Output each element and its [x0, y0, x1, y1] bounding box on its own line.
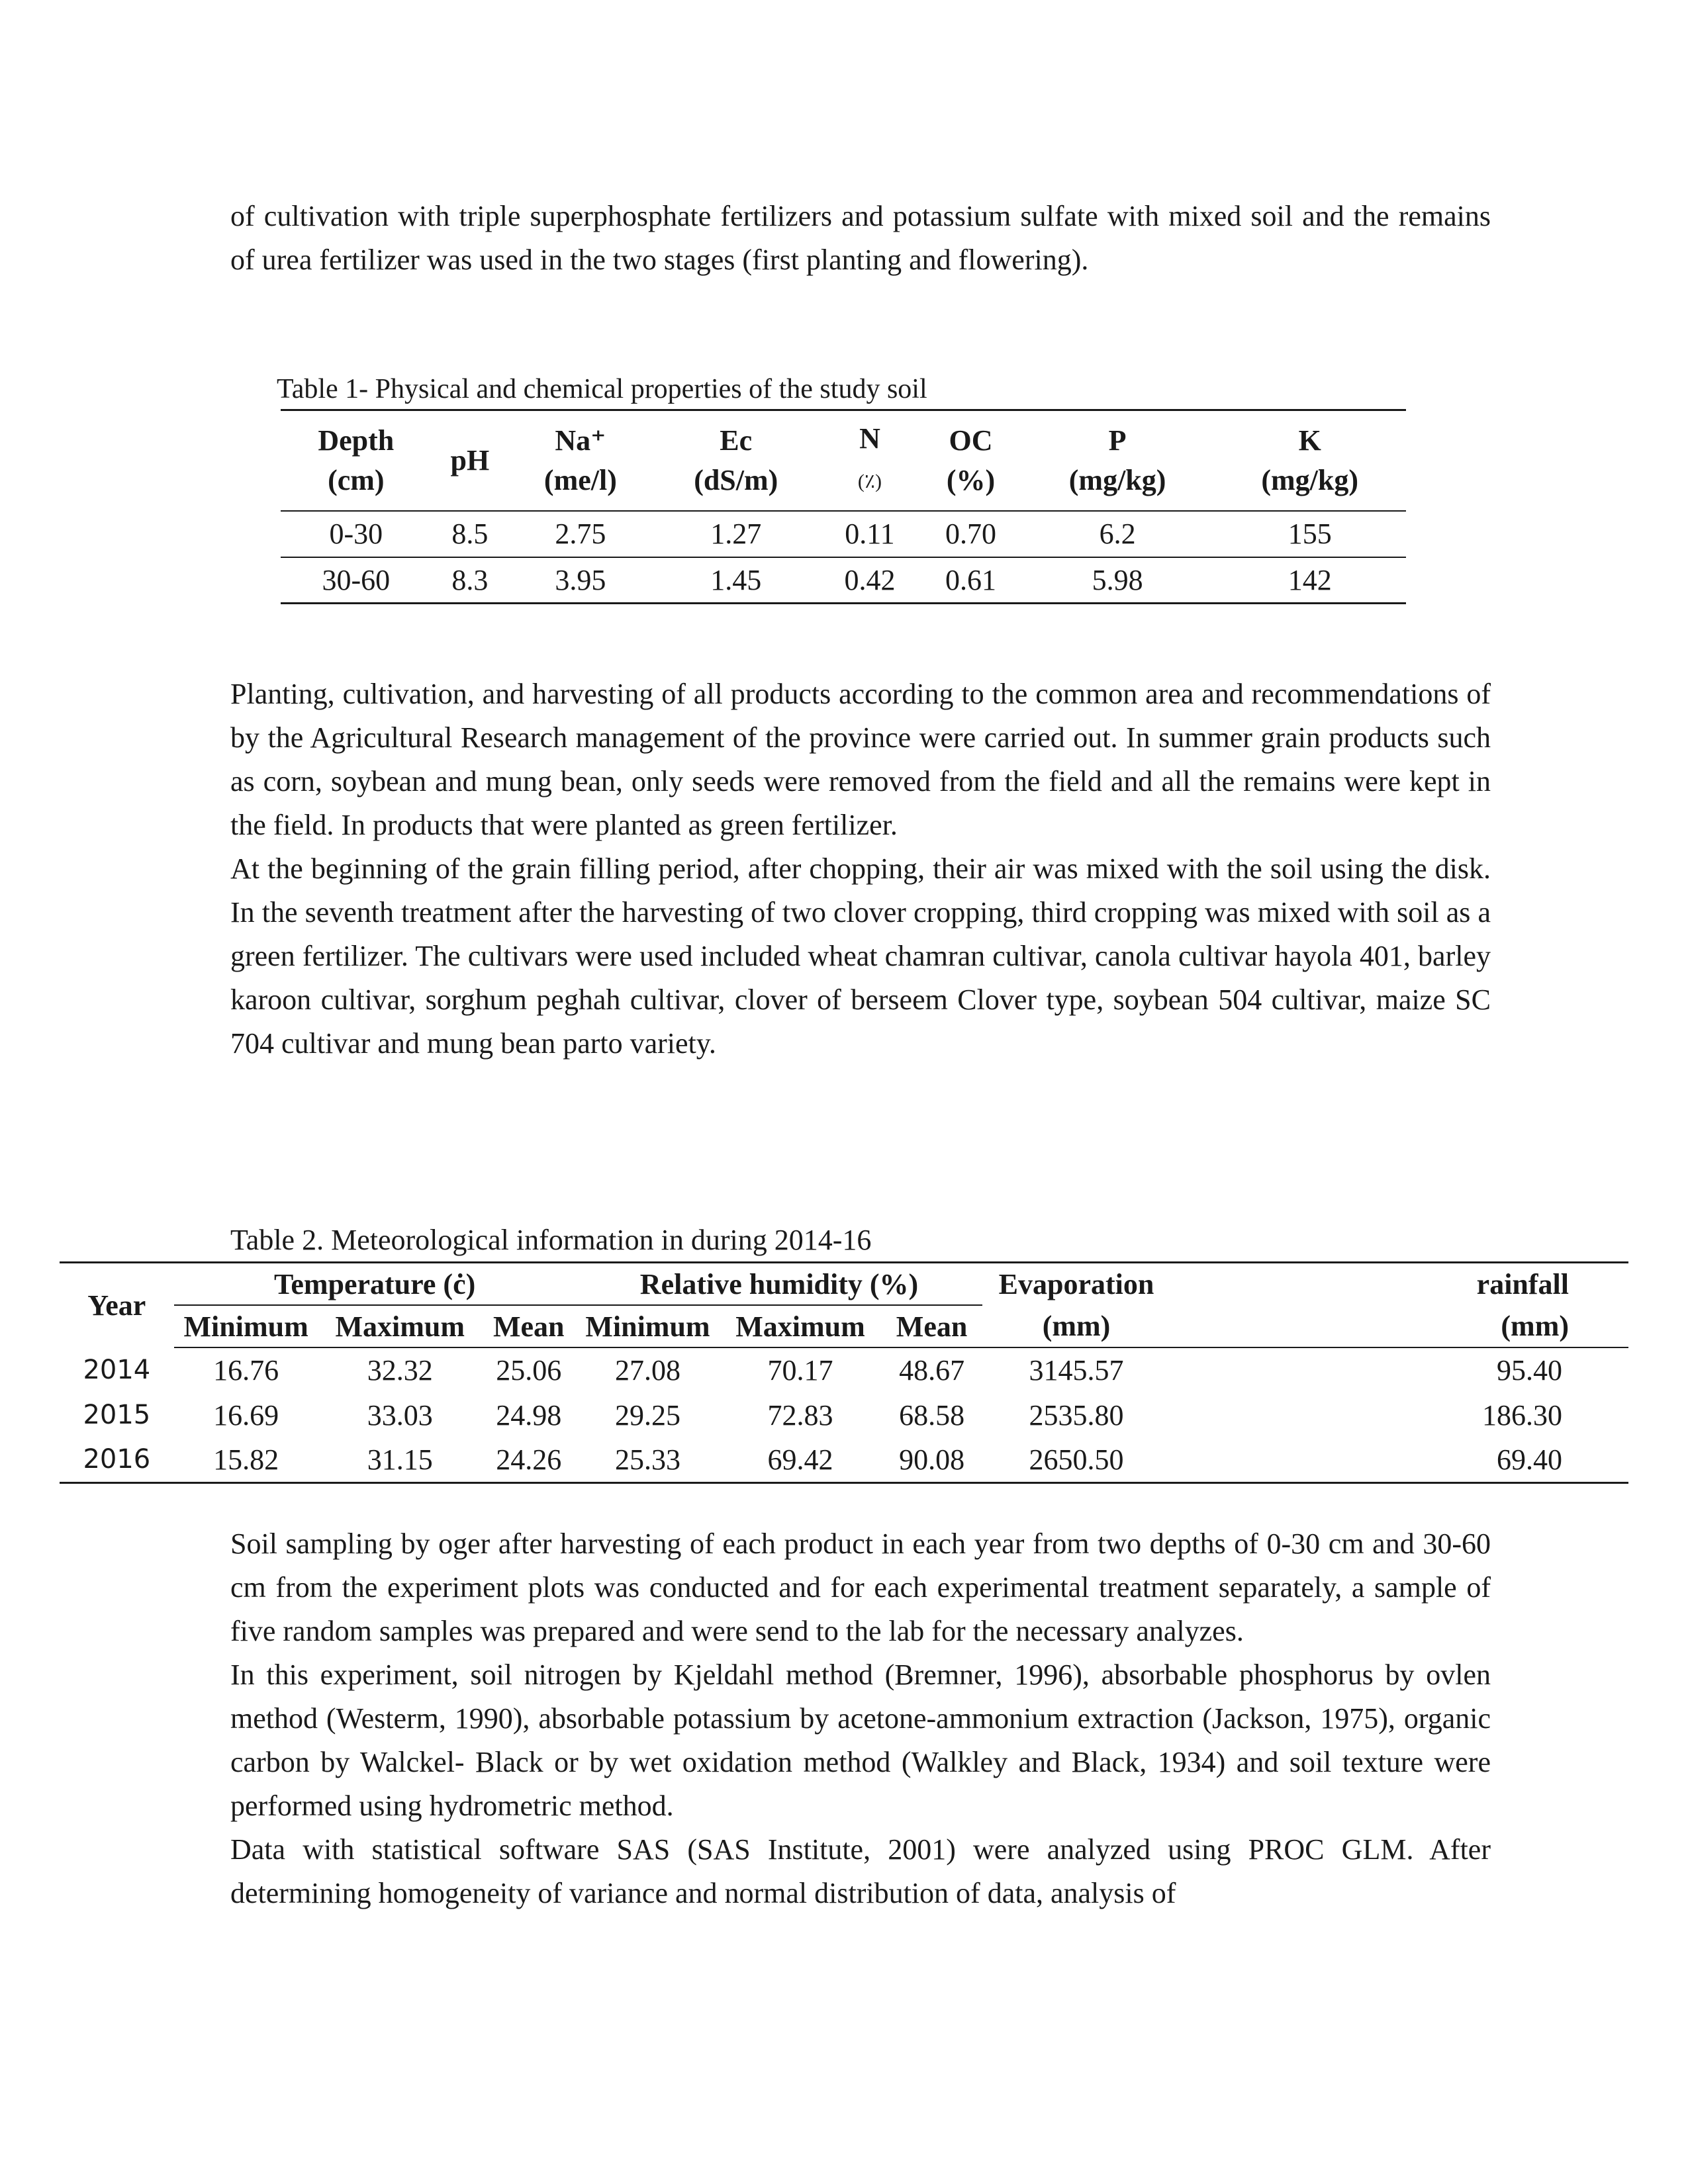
table-cell: 69.40 — [1170, 1437, 1628, 1482]
paragraph-text: In this experiment, soil nitrogen by Kjeldahl method (Bremner, 1996), absorbable phosphorus by ovlen method (Westerm, 1990), absorbable potassium by acetone-ammonium extraction (Jackson, 1975), organic carbon by Walckel- Black or by wet oxidation method (Walkley and Black, 1934) and soil texture were performed using hydrometric method. — [230, 1659, 1491, 1822]
table-cell: 29.25 — [614, 1398, 680, 1432]
table-cell: 8.5 — [432, 511, 508, 557]
table-row — [60, 1392, 1628, 1437]
col-header-ph — [432, 410, 508, 511]
rainfall-unit: (mm) — [1170, 1305, 1628, 1347]
subheader-hum-mean: Mean — [881, 1305, 983, 1347]
methods-paragraphs — [230, 672, 1491, 1066]
table1-header-row — [281, 410, 1406, 511]
year-cell: 2016 — [60, 1437, 174, 1482]
table-cell: 68.58 — [899, 1398, 965, 1432]
header-unit: (me/l) — [543, 463, 617, 496]
subheader-temp-max: Maximum — [318, 1305, 482, 1347]
table-cell: 0-30 — [281, 511, 432, 557]
table-cell: 90.08 — [881, 1437, 983, 1482]
subheader-hum-max: Maximum — [720, 1305, 880, 1347]
evaporation-unit: (mm) — [982, 1305, 1170, 1347]
table-cell: 186.30 — [1482, 1398, 1562, 1432]
table-cell: 15.82 — [174, 1437, 318, 1482]
table-cell: 2650.50 — [982, 1437, 1170, 1482]
paragraph-text: Soil sampling by oger after harvesting of each product in each year from two depths of 0-30 cm and 30-60 cm from the experiment plots was conducted and for each experimental treatment separately, a sample of five random samples was prepared and were send to the lab for the necessary analyzes. — [230, 1527, 1491, 1647]
col-header-rainfall: rainfall — [1170, 1263, 1628, 1306]
table-cell: 6.2 — [1021, 511, 1214, 557]
table-cell: 25.06 — [496, 1354, 562, 1387]
paragraph-text: Planting, cultivation, and harvesting of all products according to the common area and recommendations of by the Agricultural Research management of the province were carried out. In summer grain products such as corn, soybean and mung bean, only seeds were removed from the field and all the remains were kept in the field. In products that were planted as green fertilizer. — [230, 678, 1491, 841]
header-label: Na⁺ — [555, 424, 606, 457]
table-cell: 27.08 — [614, 1354, 680, 1387]
table-cell: 24.26 — [482, 1437, 576, 1482]
table-cell: 155 — [1213, 511, 1406, 557]
table-row — [281, 511, 1406, 557]
subheader-temp-mean: Mean — [482, 1305, 576, 1347]
intro-paragraph — [230, 195, 1491, 282]
table-cell: 1.45 — [653, 557, 820, 604]
table-cell: 69.42 — [720, 1437, 880, 1482]
header-label: pH — [450, 443, 490, 477]
subheader-temp-min: Minimum — [174, 1305, 318, 1347]
header-label: Ec — [720, 424, 753, 457]
table-cell: 31.15 — [318, 1437, 482, 1482]
sampling-paragraphs — [230, 1522, 1491, 1915]
table-cell: 70.17 — [767, 1354, 833, 1387]
table-cell: 33.03 — [367, 1398, 433, 1432]
table-row — [60, 1437, 1628, 1482]
header-label: N — [859, 422, 880, 455]
table-cell: 25.33 — [576, 1437, 720, 1482]
header-unit: (mg/kg) — [1261, 463, 1359, 496]
table-cell: 142 — [1213, 557, 1406, 604]
table-cell: 2.75 — [508, 511, 653, 557]
col-header-ec — [653, 410, 820, 511]
header-label: Depth — [318, 424, 395, 457]
header-unit: (dS/m) — [694, 463, 778, 496]
table-cell: 0.11 — [820, 511, 921, 557]
paragraph-text: At the beginning of the grain filling period, after chopping, their air was mixed with the soil using the disk. In the seventh treatment after the harvesting of two clover cropping, third cropping was mixed with soil as a green fertilizer. The cultivars were used included wheat chamran cultivar, canola cultivar hayola 401, barley karoon cultivar, sorghum peghah cultivar, clover of berseem Clover type, soybean 504 cultivar, maize SC 704 cultivar and mung bean parto variety. — [230, 852, 1491, 1060]
col-header-n — [820, 410, 921, 511]
paragraph-text: of cultivation with triple superphosphate fertilizers and potassium sulfate with mixed soil and the remains of urea fertilizer was used in the two stages (first planting and flowering). — [230, 200, 1491, 276]
col-header-p — [1021, 410, 1214, 511]
col-header-na — [508, 410, 653, 511]
table-cell: 0.70 — [920, 511, 1021, 557]
col-group-humidity: Relative humidity (%) — [576, 1263, 983, 1306]
header-unit: (mg/kg) — [1068, 463, 1166, 496]
paragraph-text: Data with statistical software SAS (SAS Institute, 2001) were analyzed using PROC GLM. After determining homogeneity of variance and normal distribution of data, analysis of — [230, 1833, 1491, 1909]
table2-header-row — [60, 1263, 1628, 1306]
table-cell: 95.40 — [1497, 1354, 1562, 1387]
table-cell: 8.3 — [432, 557, 508, 604]
col-header-depth — [281, 410, 432, 511]
col-header-oc — [920, 410, 1021, 511]
table-cell: 3145.57 — [1029, 1354, 1124, 1387]
header-label: OC — [949, 424, 993, 457]
table-cell: 24.98 — [496, 1398, 562, 1432]
header-label: P — [1108, 424, 1127, 457]
table-row — [60, 1347, 1628, 1392]
table-cell: 48.67 — [899, 1354, 965, 1387]
col-header-year: Year — [60, 1263, 174, 1348]
table-cell: 0.42 — [820, 557, 921, 604]
table1-caption: Table 1- Physical and chemical properties of the study soil — [277, 374, 927, 404]
col-group-temperature: Temperature (ċ) — [174, 1263, 576, 1306]
table-cell: 2535.80 — [1029, 1398, 1124, 1432]
table-cell: 32.32 — [367, 1354, 433, 1387]
table-cell: 16.69 — [213, 1398, 279, 1432]
col-header-evaporation: Evaporation — [982, 1263, 1170, 1306]
table-cell: 72.83 — [767, 1398, 833, 1432]
table-cell: 0.61 — [920, 557, 1021, 604]
header-unit: (%) — [946, 463, 996, 496]
table-cell: 3.95 — [508, 557, 653, 604]
table-row — [281, 557, 1406, 604]
soil-properties-table — [281, 409, 1406, 604]
table2-caption: Table 2. Meteorological information in during 2014-16 — [230, 1224, 872, 1256]
subheader-hum-min: Minimum — [576, 1305, 720, 1347]
header-unit: (٪) — [857, 471, 882, 493]
meteorological-table — [60, 1261, 1628, 1484]
year-cell: 2014 — [83, 1355, 151, 1385]
table-cell: 16.76 — [213, 1354, 279, 1387]
table-cell: 5.98 — [1021, 557, 1214, 604]
header-unit: (cm) — [328, 463, 385, 496]
table2-subheader-row — [60, 1305, 1628, 1347]
table-cell: 1.27 — [653, 511, 820, 557]
header-label: K — [1298, 424, 1321, 457]
year-cell: 2015 — [83, 1400, 151, 1430]
table-cell: 30-60 — [281, 557, 432, 604]
col-header-k — [1213, 410, 1406, 511]
